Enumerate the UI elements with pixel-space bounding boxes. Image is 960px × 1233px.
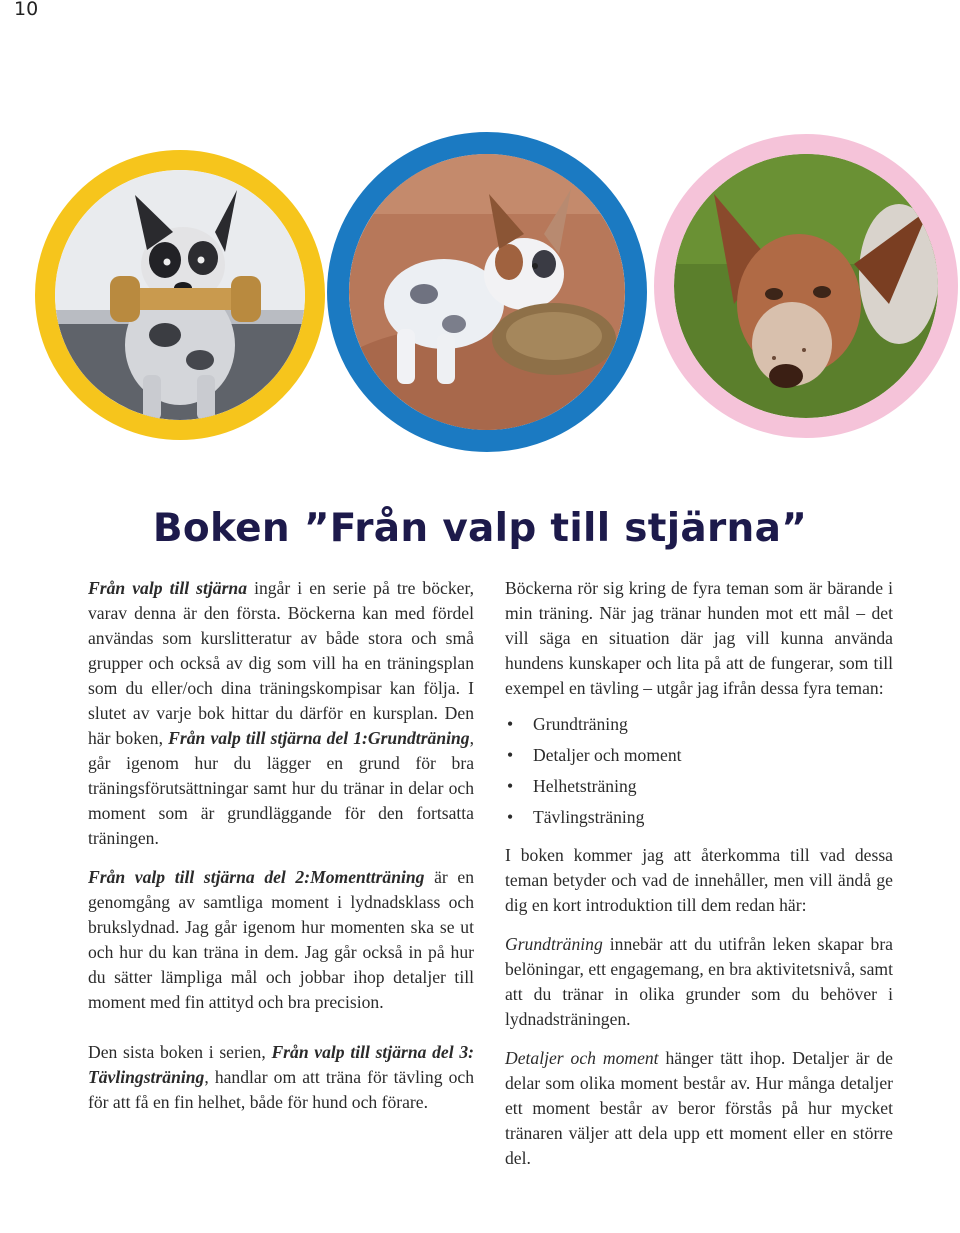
page-title: Boken ”Från valp till stjärna”	[152, 506, 808, 551]
part3-paragraph	[88, 1040, 474, 1115]
detaljer-paragraph	[505, 1046, 893, 1171]
intro-paragraph	[88, 576, 474, 851]
theme-item: • Detaljer och moment	[505, 740, 893, 771]
book-title-part2: Från valp till stjärna del 2:Momentträning	[88, 867, 425, 887]
dog-flying-ears-image	[674, 154, 938, 418]
dog-with-ball-image	[349, 154, 625, 430]
book-title-series: Från valp till stjärna	[88, 578, 248, 598]
right-column	[505, 576, 893, 1196]
themes-list	[505, 709, 893, 833]
detaljer-text: hänger tätt ihop. Detaljer är de delar som olika moment består av. Hur många detaljer ett moment består av beror förstås på hur mycket tränaren väljer att dela upp ett moment eller en större del.	[505, 1048, 893, 1168]
term-grundtraning: Grundträning	[505, 934, 603, 954]
book-title-part3: Från valp till stjärna del 3: Tävlingsträning	[88, 1042, 474, 1087]
theme-item: • Grundträning	[505, 709, 893, 740]
intro-text-b: , går igenom hur du lägger en grund för bra träningsförutsättningar samt hur du tränar in delar och moment som är grundläggande för den fortsatta träningen.	[88, 728, 474, 848]
part3-text-b: , handlar om att träna för tävling och för att få en fin helhet, både för hund och förare.	[88, 1067, 474, 1112]
part2-paragraph	[88, 865, 474, 1015]
puppy-photo-yellow	[35, 150, 325, 440]
grundtraning-text: innebär att du utifrån leken skapar bra belöningar, ett engagemang, en bra aktivitetsnivå, samt att du tränar in olika grunder som du behöver i lydnadsträningen.	[505, 934, 893, 1029]
themes-intro-paragraph: Böckerna rör sig kring de fyra teman som är bärande i min träning. När jag tränar hunden mot ett mål – det vill säga en situation där jag vill kunna använda hundens kunskaper och lita på att de fungerar, som till exempel en tävling – utgår jag ifrån dessa fyra teman:	[505, 578, 893, 698]
part3-text-a: Den sista boken i serien,	[88, 1042, 272, 1062]
term-detaljer: Detaljer och moment	[505, 1048, 659, 1068]
dog-photo-pink	[654, 134, 958, 438]
theme-item: • Helhetsträning	[505, 771, 893, 802]
intro-explanation-paragraph: I boken kommer jag att återkomma till vad dessa teman betyder och vad de innehåller, men vill ändå ge dig en kort introduktion till dem redan här:	[505, 845, 893, 915]
dog-with-dumbbell-image	[55, 170, 305, 420]
grundtraning-paragraph	[505, 932, 893, 1032]
puppy-photo-blue	[327, 132, 647, 452]
part2-text: är en genomgång av samtliga moment i lydnadsklass och brukslydnad. Jag går igenom hur momenten ska se ut och hur du kan träna in dem. Jag går också in på hur du sätter lämpliga mål och jobbar ihop detaljer till moment med fin attityd och bra precision.	[88, 867, 474, 1012]
intro-text-a: ingår i en serie på tre böcker, varav denna är den första. Böckerna kan med fördel användas som kurslitteratur av både stora och små grupper och också av dig som vill ha en träningsplan som du eller/och dina träningskompisar kan följa. I slutet av varje bok hittar du därför en kursplan. Den här boken,	[88, 578, 474, 748]
theme-item: • Tävlingsträning	[505, 802, 893, 833]
book-title-part1: Från valp till stjärna del 1:Grundträning	[168, 728, 470, 748]
page-number: 10	[14, 0, 39, 20]
left-column	[88, 576, 474, 1140]
